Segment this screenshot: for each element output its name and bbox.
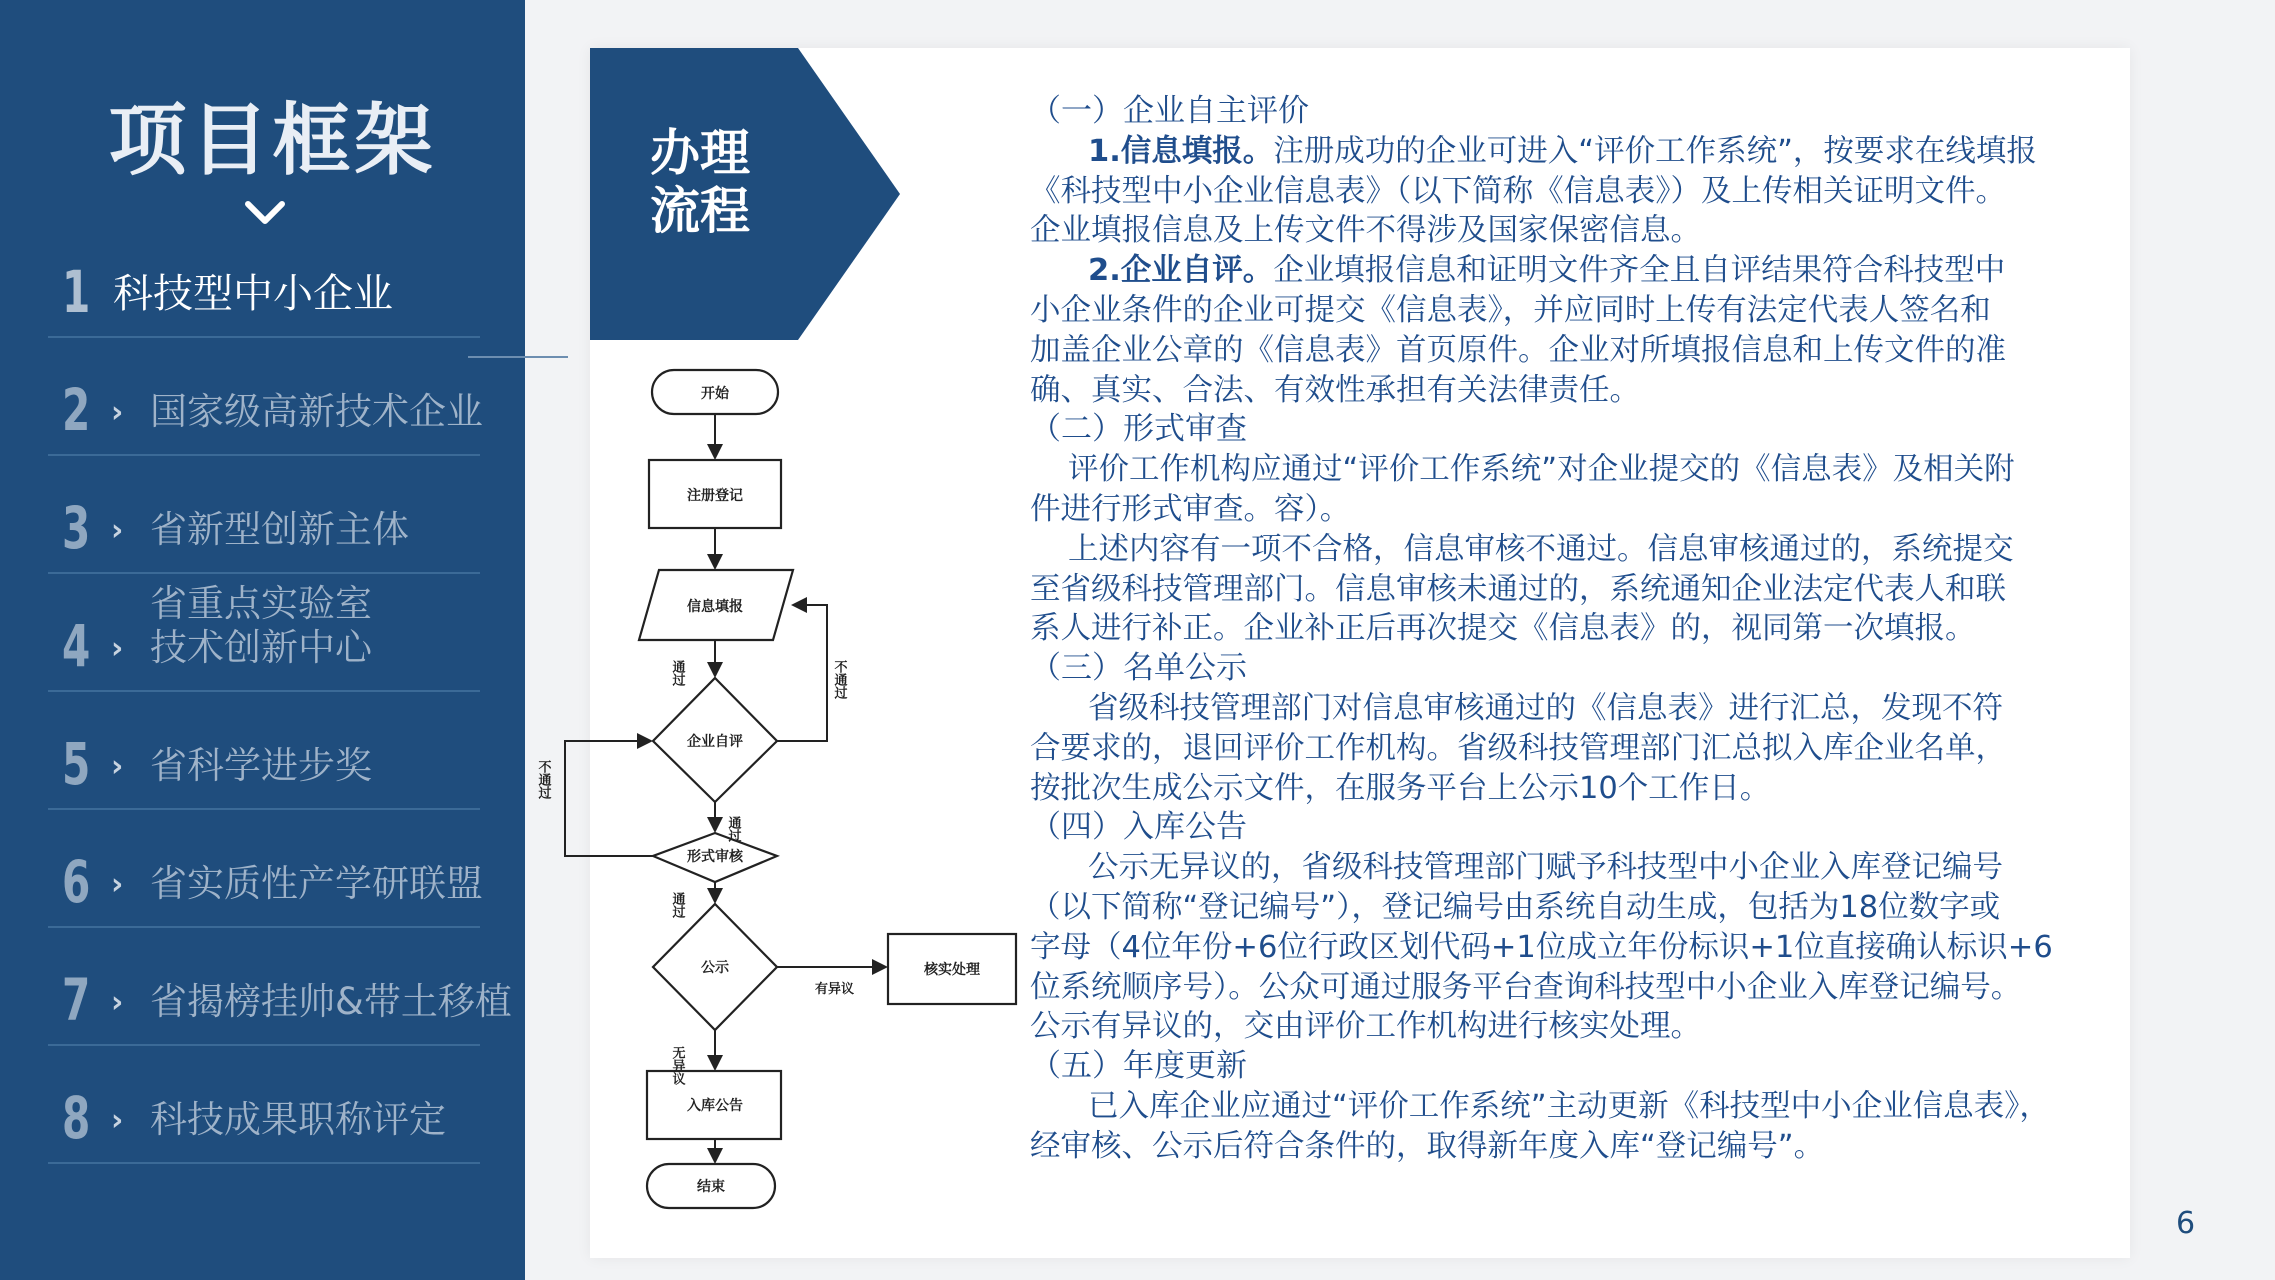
item-number: 7 (62, 966, 91, 1034)
paragraph-line: 上述内容有一项不合格，信息审核不通过。信息审核通过的，系统提交 (1068, 531, 2014, 567)
sidebar-item-3[interactable] (48, 454, 480, 574)
no-objection-label: 无异议 (669, 1046, 685, 1085)
paragraph-line: （以下简称“登记编号”），登记编号由系统自动生成，包括为18位数字或 (1030, 889, 2001, 925)
paragraph-line: 位系统顺序号）。公众可通过服务平台查询科技型中小企业入库登记编号。 (1030, 969, 2022, 1005)
paragraph-line: 字母（4位年份+6位行政区划代码+1位成立年份标识+1位直接确认标识+6 (1030, 929, 2053, 965)
section-heading: （一）企业自主评价 (1030, 93, 1309, 129)
paragraph-line: 公示有异议的，交由评价工作机构进行核实处理。 (1030, 1009, 1701, 1045)
sidebar-item-5[interactable] (48, 690, 480, 810)
sidebar-item-label: 科技成果职称评定 (150, 1098, 446, 1141)
review-label: 形式审核 (687, 849, 743, 865)
sidebar-title: 项目框架 (108, 96, 437, 186)
section-heading: （三）名单公示 (1030, 650, 1247, 687)
sidebar-item-label: 省揭榜挂帅&带土移植 (150, 980, 512, 1023)
verify-label: 核实处理 (924, 962, 980, 978)
paragraph-line: 评价工作机构应通过“评价工作系统”对企业提交的《信息表》及相关附 (1068, 452, 2015, 488)
self-eval-label: 企业自评 (687, 734, 743, 750)
end-label: 结束 (697, 1179, 725, 1195)
chevron-right-icon: › (111, 1103, 124, 1138)
page-number: 6 (2176, 1206, 2196, 1241)
fail-label-1: 不通过 (831, 660, 847, 699)
chevron-right-icon: › (111, 985, 124, 1020)
fail-label-2: 不通过 (535, 760, 551, 799)
label-line-2: 技术创新中心 (150, 626, 372, 669)
section-heading: （二）形式审查 (1030, 411, 1247, 448)
paragraph-line: 合要求的，退回评价工作机构。省级科技管理部门汇总拟入库企业名单， (1030, 730, 2006, 766)
register-label: 注册登记 (687, 488, 743, 504)
paragraph-line: 确、真实、合法、有效性承担有关法律责任。 (1030, 372, 1640, 408)
sidebar-item-label: 国家级高新技术企业 (150, 390, 483, 433)
sidebar-item-label: 省实质性产学研联盟 (150, 862, 483, 905)
pass-label-3: 通过 (669, 892, 685, 918)
paragraph-line: 按批次生成公示文件，在服务平台上公示10个工作日。 (1030, 770, 1771, 806)
sidebar-item-4[interactable] (48, 572, 480, 692)
sidebar (0, 0, 525, 1280)
paragraph-line: 至省级科技管理部门。信息审核未通过的，系统通知企业法定代表人和联 (1030, 571, 2006, 607)
item-number: 5 (62, 730, 91, 798)
paragraph-line: 省级科技管理部门对信息审核通过的《信息表》进行汇总，发现不符 (1088, 690, 2003, 726)
paragraph-line: 公示无异议的，省级科技管理部门赋予科技型中小企业入库登记编号 (1088, 850, 2003, 886)
paragraph-line: 小企业条件的企业可提交《信息表》，并应同时上传有法定代表人签名和 (1030, 292, 1991, 328)
paragraph-line: 经审核、公示后符合条件的，取得新年度入库“登记编号”。 (1030, 1128, 1825, 1164)
publicity-label: 公示 (701, 960, 729, 976)
sidebar-item-1[interactable] (48, 218, 480, 338)
banner-line-2: 流程 (650, 182, 750, 240)
item-number: 4 (62, 612, 91, 680)
start-label: 开始 (701, 386, 729, 402)
item-number: 6 (62, 848, 91, 916)
paragraph-line: 1.信息填报。注册成功的企业可进入“评价工作系统”，按要求在线填报 (1088, 133, 2037, 169)
paragraph-line: 《科技型中小企业信息表》（以下简称《信息表》）及上传相关证明文件。 (1030, 173, 2006, 209)
process-flowchart (535, 360, 1025, 1220)
sidebar-item-label: 省科学进步奖 (150, 744, 372, 787)
sidebar-item-label (150, 582, 372, 670)
paragraph-line: 系人进行补正。企业补正后再次提交《信息表》的，视同第一次填报。 (1030, 611, 1976, 647)
chevron-right-icon: › (111, 749, 124, 784)
fill-label: 信息填报 (687, 599, 743, 615)
announce-label: 入库公告 (687, 1098, 743, 1114)
sidebar-item-label: 省新型创新主体 (150, 508, 409, 551)
active-indicator-line (468, 356, 568, 358)
label-line-1: 省重点实验室 (150, 582, 372, 625)
step-title: 2.企业自评。 (1088, 253, 1274, 289)
chevron-right-icon: › (111, 867, 124, 902)
objection-label: 有异议 (815, 982, 855, 997)
section-heading: （五）年度更新 (1030, 1048, 1247, 1085)
item-number: 2 (62, 376, 91, 444)
section-heading: （四）入库公告 (1030, 809, 1247, 846)
banner-title (650, 124, 790, 240)
process-description (1030, 92, 2135, 1167)
paragraph-line: 加盖企业公章的《信息表》首页原件。企业对所填报信息和上传文件的准 (1030, 332, 2006, 368)
chevron-right-icon: › (111, 631, 124, 666)
pass-label-1: 通过 (669, 660, 685, 686)
item-number: 8 (62, 1084, 91, 1152)
paragraph-line: 企业填报信息及上传文件不得涉及国家保密信息。 (1030, 213, 1701, 249)
sidebar-item-8[interactable] (48, 1044, 480, 1164)
sidebar-item-label: 科技型中小企业 (113, 271, 393, 317)
pass-label-2: 通过 (725, 816, 741, 842)
banner-line-1: 办理 (650, 124, 750, 182)
sidebar-item-6[interactable] (48, 808, 483, 928)
chevron-right-icon: › (111, 513, 124, 548)
sidebar-item-2[interactable] (48, 336, 483, 456)
item-number: 1 (62, 258, 91, 326)
step-title: 1.信息填报。 (1088, 133, 1274, 169)
chevron-right-icon: › (111, 395, 124, 430)
paragraph-line: 件进行形式审查。容）。 (1030, 491, 1351, 527)
item-number: 3 (62, 494, 91, 562)
sidebar-item-7[interactable] (48, 926, 512, 1046)
paragraph-line: 已入库企业应通过“评价工作系统”主动更新《科技型中小企业信息表》， (1088, 1088, 2050, 1124)
paragraph-line: 2.企业自评。企业填报信息和证明文件齐全且自评结果符合科技型中 (1088, 253, 2006, 289)
